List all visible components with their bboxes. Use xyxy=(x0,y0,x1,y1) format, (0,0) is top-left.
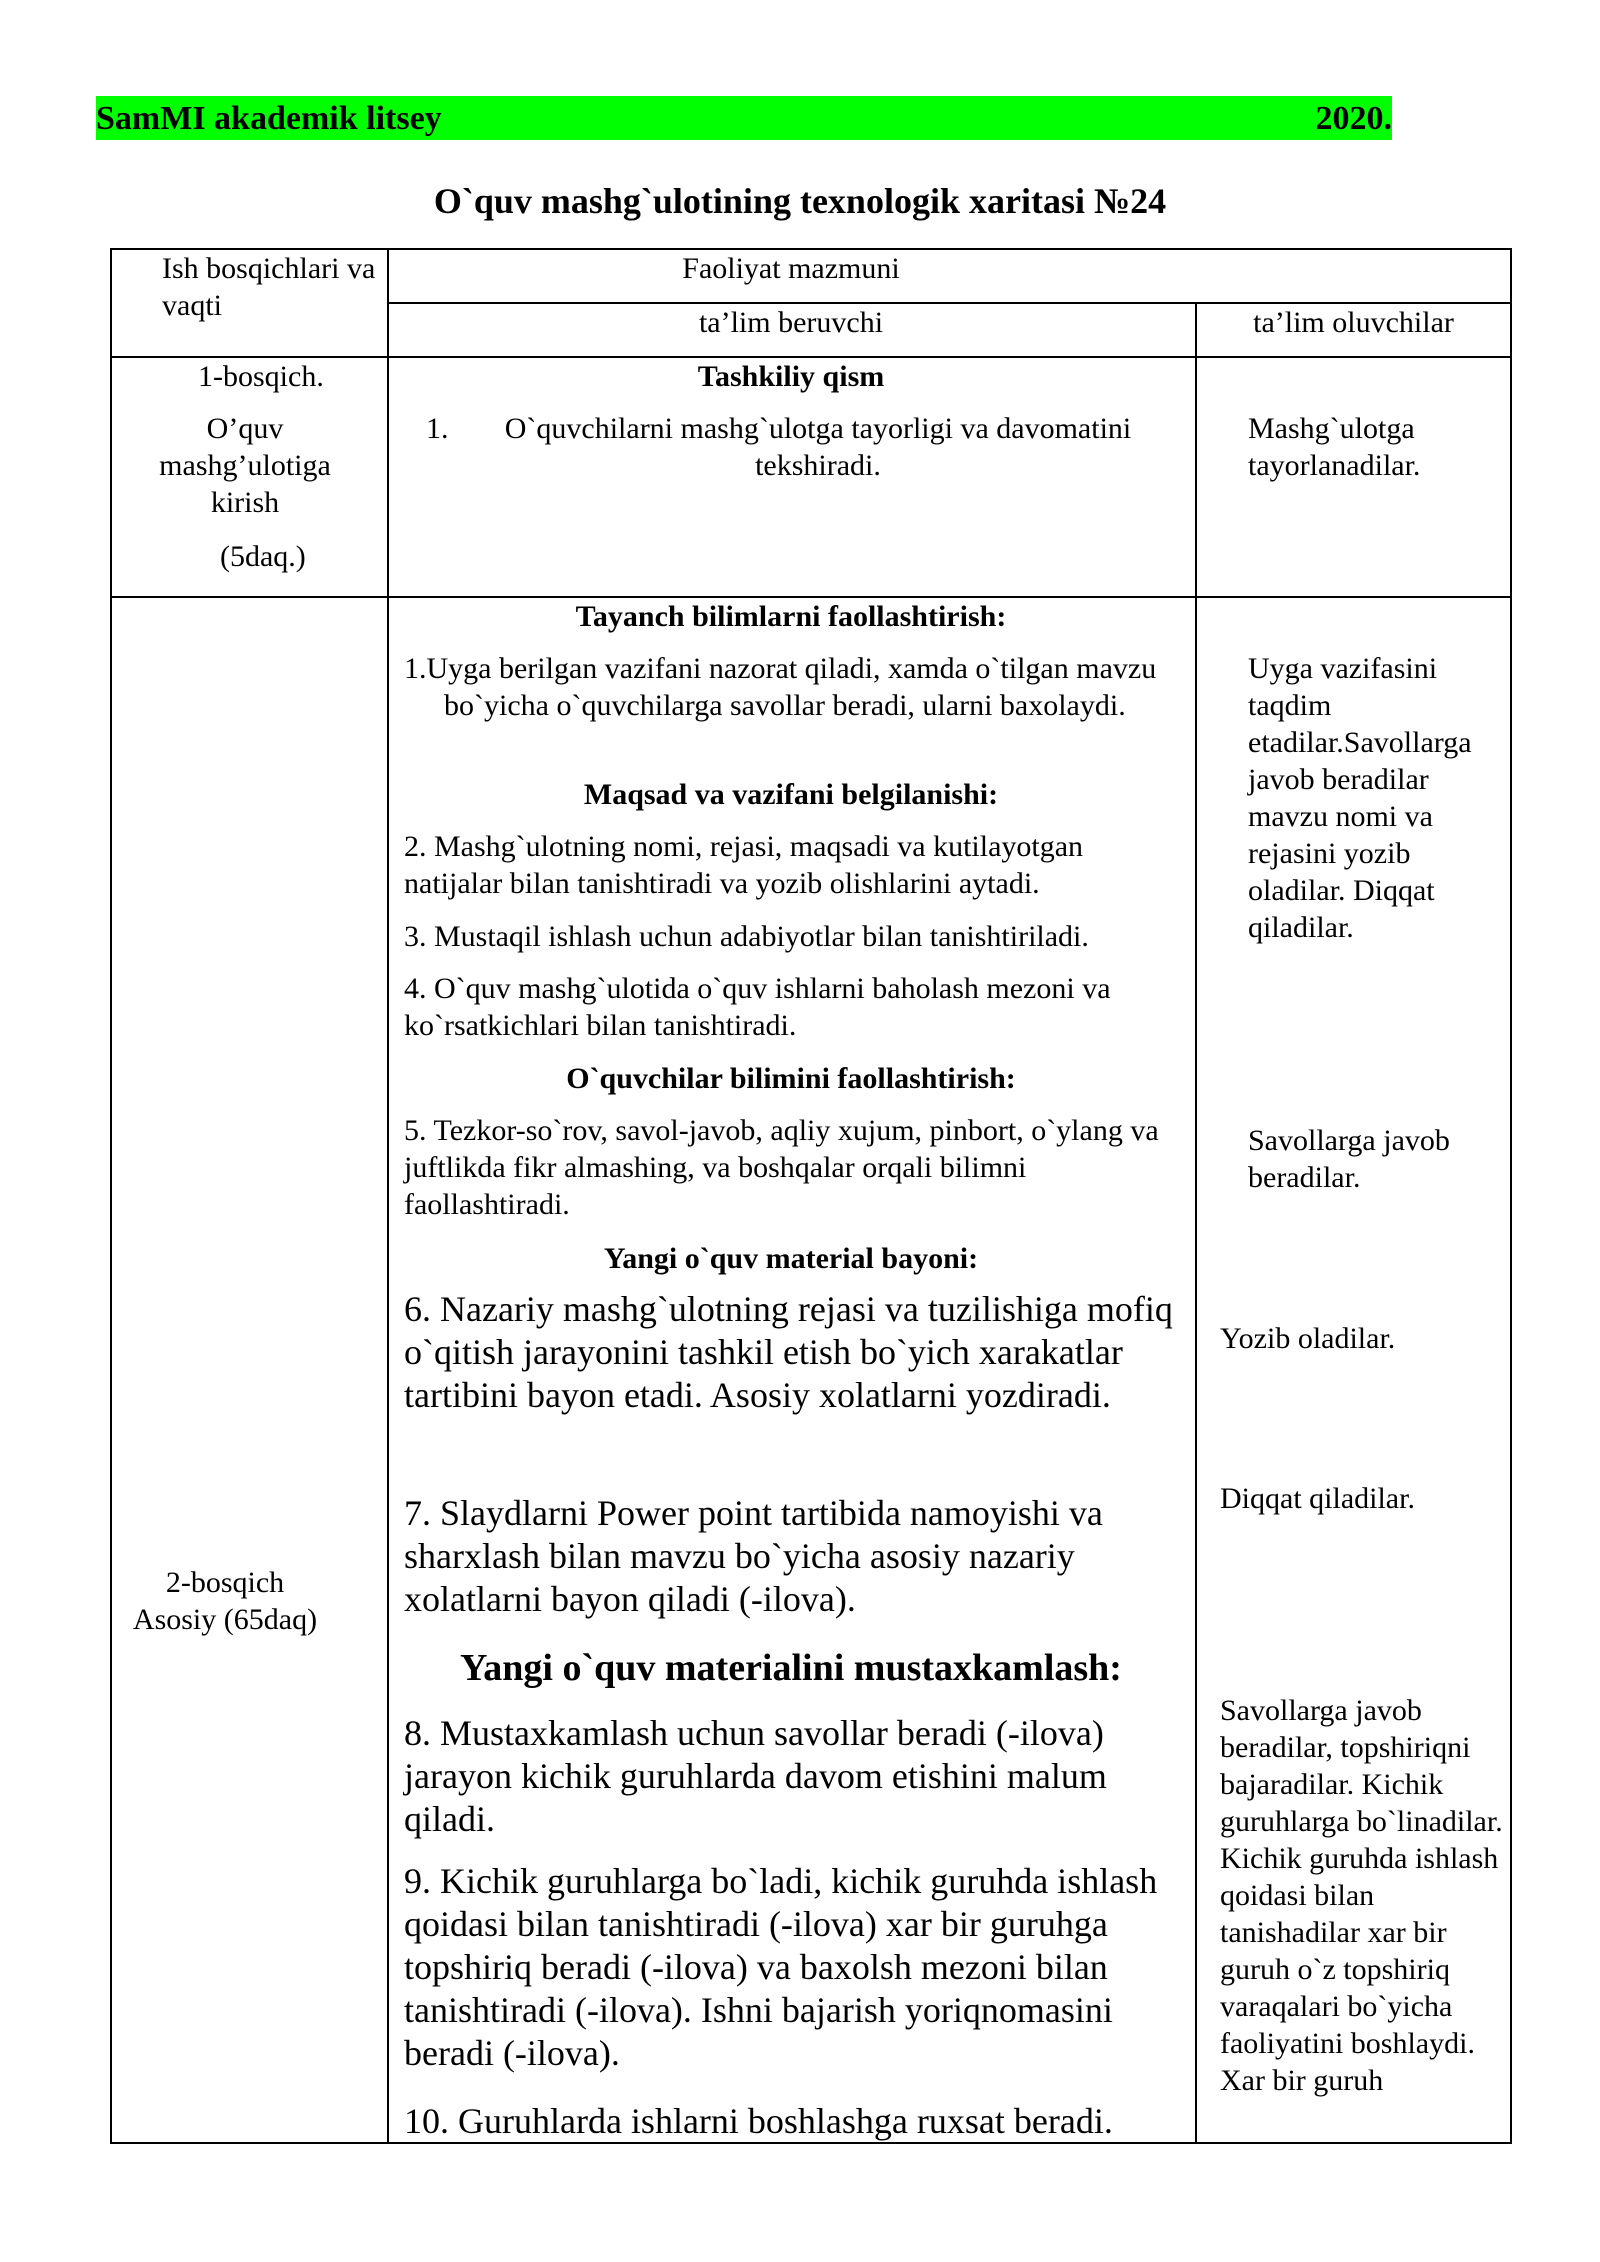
stage1-item-text: O`quvchilarni mashg`ulotga tayorligi va davomatini tekshiradi. xyxy=(504,412,1132,482)
header-students: ta’lim oluvchilar xyxy=(1253,306,1454,339)
stage1-name: 1-bosqich. xyxy=(198,360,324,393)
institution-name: SamMI akademik litsey xyxy=(96,100,442,137)
item-2: 2. Mashg`ulotning nomi, rejasi, maqsadi va kutilayotgan natijalar bilan tanishtiradi va yozib olishlarini aytadi. xyxy=(404,830,1084,900)
item-1: 1.Uyga berilgan vazifani nazorat qiladi, xamda o`tilgan mavzu bo`yicha o`quvchilarga savollar beradi, ularni baxolaydi. xyxy=(404,652,1157,722)
students-4: Diqqat qiladilar. xyxy=(1220,1482,1415,1515)
students-3: Yozib oladilar. xyxy=(1220,1322,1396,1355)
section-tayanch: Tayanch bilimlarni faollashtirish: xyxy=(575,600,1007,633)
item-4: 4. O`quv mashg`ulotida o`quv ishlarni baholash mezoni va ko`rsatkichlari bilan tanishtiradi. xyxy=(404,972,1111,1042)
col-divider-1 xyxy=(387,248,389,2144)
header-activity: Faoliyat mazmuni xyxy=(682,252,900,285)
section-mustaxkamlash: Yangi o`quv materialini mustaxkamlash: xyxy=(460,1647,1122,1689)
header-bar xyxy=(96,96,1392,140)
table-border-right xyxy=(1510,248,1512,2144)
header-stage: Ish bosqichlari va vaqti xyxy=(162,252,376,322)
item-3: 3. Mustaqil ishlash uchun adabiyotlar bilan tanishtiriladi. xyxy=(404,920,1089,953)
item-5: 5. Tezkor-so`rov, savol-javob, aqliy xujum, pinbort, o`ylang va juftlikda fikr almashing, va boshqalar orqali bilimni faollashtiradi. xyxy=(404,1114,1159,1221)
item-9: 9. Kichik guruhlarga bo`ladi, kichik guruhda ishlash qoidasi bilan tanishtiradi (-ilova) xar bir guruhga topshiriq beradi (-ilova) va baxolsh mezoni bilan tanishtiradi (-ilova). Ishni bajarish yoriqnomasini beradi (-ilova). xyxy=(404,1861,1158,2073)
col-divider-2 xyxy=(1195,302,1197,2144)
stage1-students: Mashg`ulotga tayorlanadilar. xyxy=(1248,412,1421,482)
stage2-name: 2-bosqich xyxy=(165,1566,285,1599)
tech-map-table xyxy=(110,248,1510,2144)
stage1-item-number: 1. xyxy=(426,412,449,445)
section-yangi-material: Yangi o`quv material bayoni: xyxy=(603,1242,979,1275)
section-maqsad: Maqsad va vazifani belgilanishi: xyxy=(583,778,999,811)
students-1: Uyga vazifasini taqdim etadilar.Savollarga javob beradilar mavzu nomi va rejasini yozib oladilar. Diqqat qiladilar. xyxy=(1248,652,1472,944)
table-border-left xyxy=(110,248,112,2144)
item-10: 10. Guruhlarda ishlarni boshlashga ruxsat beradi. xyxy=(404,2101,1113,2141)
section-oquvchilar: O`quvchilar bilimini faollashtirish: xyxy=(566,1062,1016,1095)
stage1-desc: O’quv mashg’ulotiga kirish xyxy=(159,412,331,519)
page-title: O`quv mashg`ulotining texnologik xaritasi №24 xyxy=(433,181,1167,221)
header-teacher: ta’lim beruvchi xyxy=(698,306,884,339)
stage2-desc: Asosiy (65daq) xyxy=(132,1603,318,1636)
item-8: 8. Mustaxkamlash uchun savollar beradi (-ilova) jarayon kichik guruhlarda davom etishini malum qiladi. xyxy=(404,1713,1107,1839)
header-year: 2020. xyxy=(1315,100,1392,137)
stage1-time: (5daq.) xyxy=(220,540,306,573)
section-tashkiliy: Tashkiliy qism xyxy=(697,360,885,393)
students-2: Savollarga javob beradilar. xyxy=(1248,1124,1450,1194)
students-5: Savollarga javob beradilar, topshiriqni bajaradilar. Kichik guruhlarga bo`linadilar. Kichik guruhda ishlash qoidasi bilan tanishadilar xar bir guruh o`z topshiriq varaqalari bo`yicha faoliyatini boshlaydi. Xar bir guruh xyxy=(1220,1694,1503,2097)
item-7: 7. Slaydlarni Power point tartibida namoyishi va sharxlash bilan mavzu bo`yicha asosiy nazariy xolatlarni bayon qiladi (-ilova). xyxy=(404,1493,1103,1619)
item-6: 6. Nazariy mashg`ulotning rejasi va tuzilishiga mofiq o`qitish jarayonini tashkil etish bo`yich xarakatlar tartibini bayon etadi. Asosiy xolatlarni yozdiradi. xyxy=(404,1289,1173,1415)
